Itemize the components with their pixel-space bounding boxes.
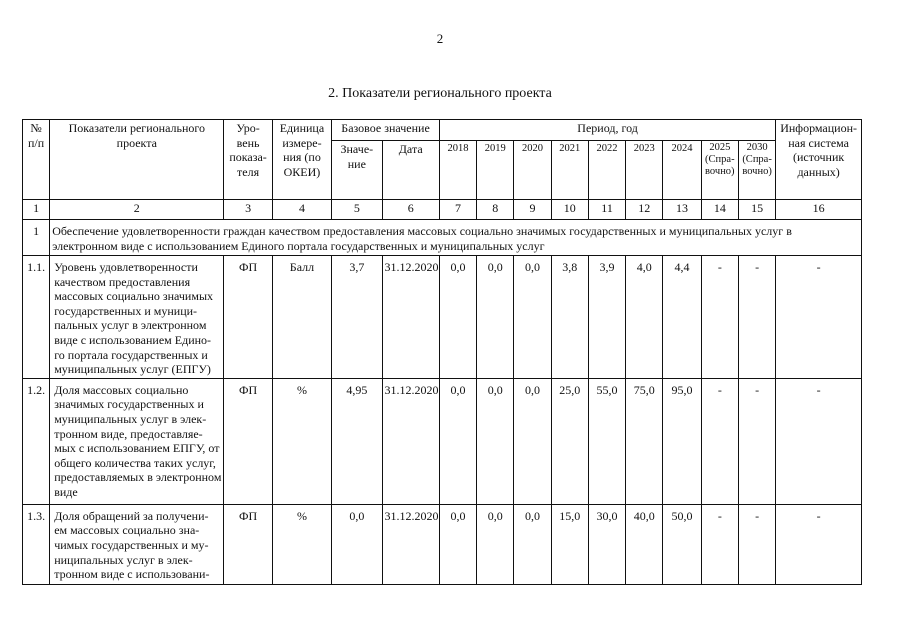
row-value-2025: - — [701, 256, 738, 379]
row-value-2022: 55,0 — [588, 378, 625, 504]
row-base-value: 4,95 — [332, 378, 382, 504]
row-base-date: 31.12.2020 — [382, 256, 439, 379]
row-value-2019: 0,0 — [477, 256, 514, 379]
table-row — [23, 504, 862, 584]
header-year-2025-note: (Спра- вочно) — [705, 154, 735, 177]
row-indicator-name: Доля массовых социально значимых государственных и муниципальных услуг в элек- тронном виде, предоставляе- мых с использованием ЕПГУ, от общего количества таких услуг, предоставляемых в электронном виде — [50, 378, 224, 504]
row-value-2021: 25,0 — [551, 378, 588, 504]
header-year-2025 — [701, 141, 738, 200]
column-number: 7 — [439, 200, 476, 220]
row-value-2020: 0,0 — [514, 256, 551, 379]
column-number-row — [23, 200, 862, 220]
row-unit: % — [272, 378, 331, 504]
row-value-2025: - — [701, 378, 738, 504]
row-value-2023: 4,0 — [626, 256, 663, 379]
column-number: 13 — [663, 200, 701, 220]
header-year: 2019 — [477, 141, 514, 200]
column-number: 15 — [738, 200, 775, 220]
column-number: 14 — [701, 200, 738, 220]
indicators-table — [22, 119, 862, 585]
row-value-2022: 30,0 — [588, 504, 625, 584]
group-number: 1 — [23, 220, 50, 256]
section-title: 2. Показатели регионального проекта — [328, 86, 552, 101]
header-year-2030 — [738, 141, 775, 200]
column-number: 10 — [551, 200, 588, 220]
column-number: 9 — [514, 200, 551, 220]
row-number: 1.3. — [23, 504, 50, 584]
row-value-2021: 3,8 — [551, 256, 588, 379]
header-year: 2021 — [551, 141, 588, 200]
row-unit: % — [272, 504, 331, 584]
column-number: 1 — [23, 200, 50, 220]
row-unit: Балл — [272, 256, 331, 379]
header-base: Базовое значение — [332, 120, 440, 141]
column-number: 3 — [224, 200, 272, 220]
row-indicator-name: Уровень удовлетворенности качеством предоставления массовых социально значимых государственных и муници- пальных услуг в электронном виде с использованием Едино- го портала государственных и муниципальных услуг (ЕПГУ) — [50, 256, 224, 379]
row-value-2025: - — [701, 504, 738, 584]
header-year-2030-note: (Спра- вочно) — [742, 154, 772, 177]
row-base-date: 31.12.2020 — [382, 504, 439, 584]
row-value-2023: 40,0 — [626, 504, 663, 584]
header-year: 2023 — [626, 141, 663, 200]
header-year: 2018 — [439, 141, 476, 200]
header-indicator: Показатели регионального проекта — [50, 120, 224, 200]
column-number: 2 — [50, 200, 224, 220]
header-info-system: Информацион- ная система (источник данных) — [776, 120, 862, 200]
row-value-2024: 4,4 — [663, 256, 701, 379]
row-level: ФП — [224, 504, 272, 584]
row-value-2030: - — [738, 378, 775, 504]
row-value-2022: 3,9 — [588, 256, 625, 379]
row-value-2020: 0,0 — [514, 504, 551, 584]
row-level: ФП — [224, 256, 272, 379]
column-number: 6 — [382, 200, 439, 220]
row-base-date: 31.12.2020 — [382, 378, 439, 504]
row-value-2030: - — [738, 504, 775, 584]
header-base-value: Значе- ние — [332, 141, 382, 200]
column-number: 8 — [477, 200, 514, 220]
row-info-system: - — [776, 256, 862, 379]
header-level: Уро- вень показа- теля — [224, 120, 272, 200]
row-level: ФП — [224, 378, 272, 504]
row-value-2019: 0,0 — [477, 504, 514, 584]
header-year: 2022 — [588, 141, 625, 200]
row-value-2030: - — [738, 256, 775, 379]
header-row-1 — [23, 120, 862, 141]
row-value-2018: 0,0 — [439, 504, 476, 584]
row-base-value: 0,0 — [332, 504, 382, 584]
row-value-2018: 0,0 — [439, 378, 476, 504]
header-period: Период, год — [439, 120, 775, 141]
row-value-2023: 75,0 — [626, 378, 663, 504]
header-year: 2020 — [514, 141, 551, 200]
header-year-2030-label: 2030 — [746, 142, 768, 153]
row-value-2020: 0,0 — [514, 378, 551, 504]
row-value-2024: 50,0 — [663, 504, 701, 584]
row-value-2021: 15,0 — [551, 504, 588, 584]
row-value-2018: 0,0 — [439, 256, 476, 379]
table-row — [23, 256, 862, 379]
column-number: 16 — [776, 200, 862, 220]
page-number: 2 — [436, 31, 444, 46]
row-indicator-name: Доля обращений за получени- ем массовых социально зна- чимых государственных и му- ниципальных услуг в элек- тронном виде с использовани- — [50, 504, 224, 584]
column-number: 4 — [272, 200, 331, 220]
row-number: 1.1. — [23, 256, 50, 379]
header-year: 2024 — [663, 141, 701, 200]
column-number: 11 — [588, 200, 625, 220]
group-text: Обеспечение удовлетворенности граждан качеством предоставления массовых социально значимых государственных и муниципальных услуг в электронном виде с использованием Единого портала государственных и муниципальных услуг — [50, 220, 862, 256]
row-value-2019: 0,0 — [477, 378, 514, 504]
header-year-2025-label: 2025 — [709, 142, 731, 153]
column-number: 5 — [332, 200, 382, 220]
row-value-2024: 95,0 — [663, 378, 701, 504]
row-number: 1.2. — [23, 378, 50, 504]
table-row — [23, 378, 862, 504]
column-number: 12 — [626, 200, 663, 220]
header-unit: Единица измере- ния (по ОКЕИ) — [272, 120, 331, 200]
header-number: № п/п — [23, 120, 50, 200]
header-base-date: Дата — [382, 141, 439, 200]
row-info-system: - — [776, 378, 862, 504]
group-row — [23, 220, 862, 256]
row-base-value: 3,7 — [332, 256, 382, 379]
row-info-system: - — [776, 504, 862, 584]
